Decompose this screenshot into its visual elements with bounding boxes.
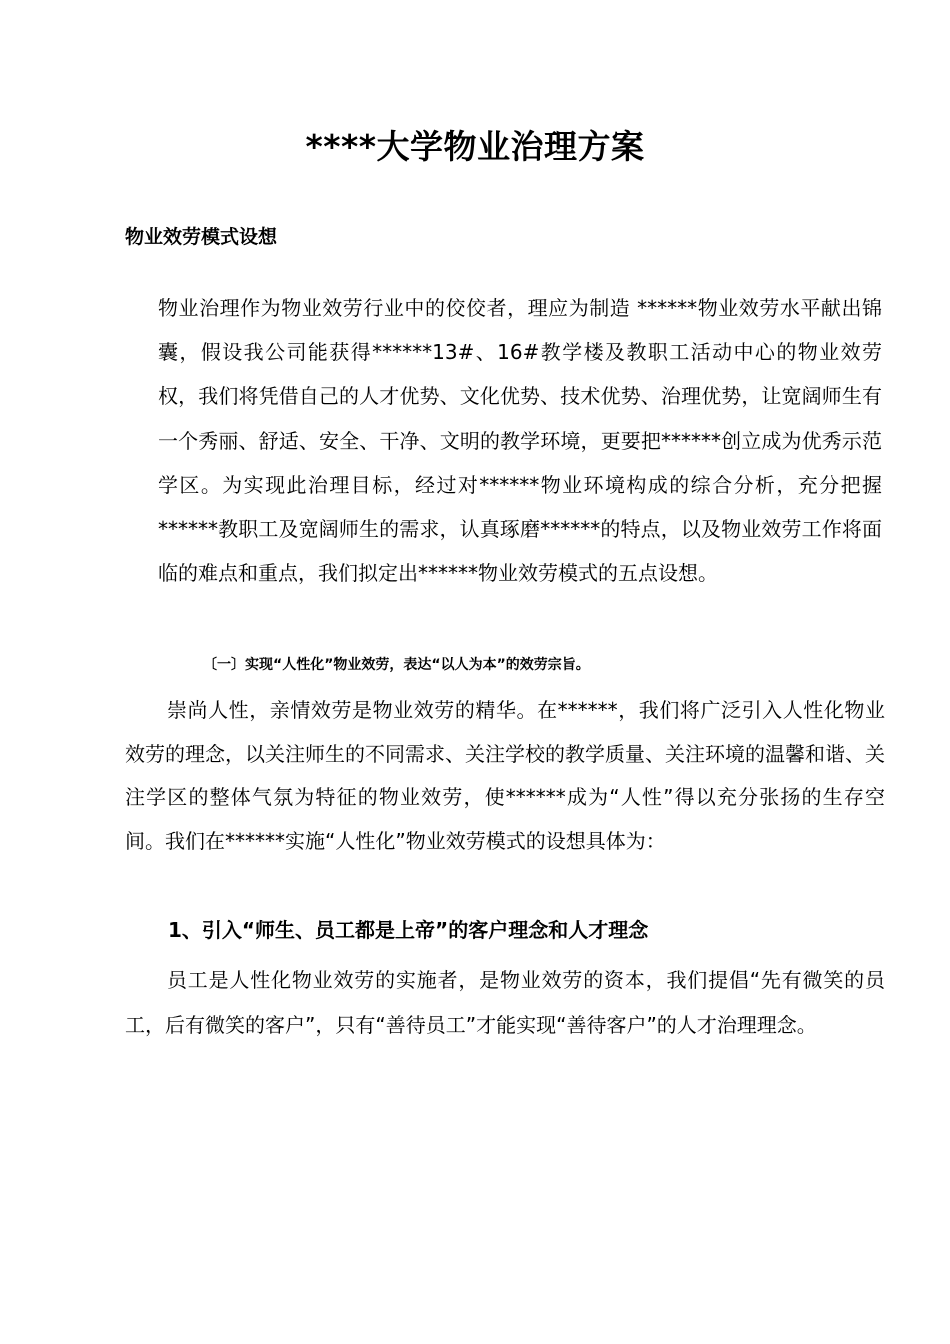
employee-concept-paragraph: 员工是人性化物业效劳的实施者，是物业效劳的资本，我们提倡“先有微笑的员工，后有微笑的客户”，只有“善待员工”才能实现“善待客户”的人才治理理念。: [125, 968, 885, 1037]
document-title: ****大学物业治理方案: [305, 127, 645, 166]
section-heading: 物业效劳模式设想: [125, 226, 278, 248]
subheading-humanized-service: 〔一〕实现“人性化”物业效劳，表达“以人为本”的效劳宗旨。: [203, 657, 590, 673]
humanized-service-paragraph: 崇尚人性，亲情效劳是物业效劳的精华。在******，我们将广泛引入人性化物业效劳的理念，以关注师生的不同需求、关注学校的教学质量、关注环境的温馨和谐、关注学区的整体气氛为特征的物业效劳，使******成为“人性”得以充分张扬的生存空间。我们在******实施“人性化”物业效劳模式的设想具体为：: [125, 698, 885, 853]
intro-paragraph: 物业治理作为物业效劳行业中的佼佼者，理应为制造 ******物业效劳水平献出锦囊，假设我公司能获得******13#、16#教学楼及教职工活动中心的物业效劳权，我们将凭借自己的人才优势、文化优势、技术优势、治理优势，让宽阔师生有一个秀丽、舒适、安全、干净、文明的教学环境，更要把******创立成为优秀示范学区。为实现此治理目标，经过对******物业环境构成的综合分析，充分把握******教职工及宽阔师生的需求，认真琢磨******的特点，以及物业效劳工作将面临的难点和重点，我们拟定出******物业效劳模式的五点设想。: [158, 296, 882, 586]
item-heading-customer-concept: 1、引入“师生、员工都是上帝”的客户理念和人才理念: [168, 918, 649, 942]
